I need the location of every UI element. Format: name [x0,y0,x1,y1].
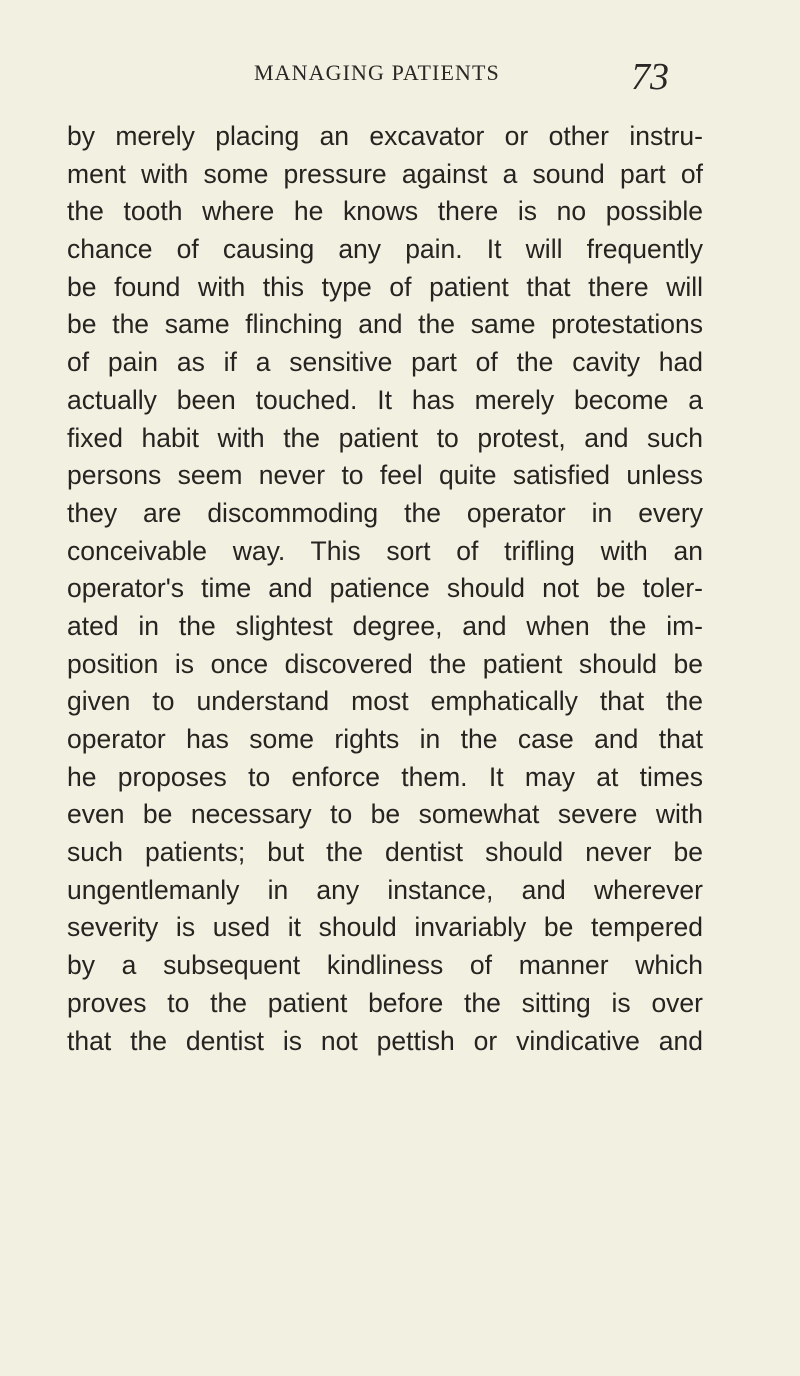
text-line: severity is used it should invariably be tempered [67,912,703,943]
text-line: actually been touched. It has merely become a [67,384,703,415]
body-paragraph [67,118,703,1060]
text-line: given to understand most emphatically that the [67,686,703,717]
text-line: ated in the slightest degree, and when the im- [67,610,703,641]
text-line: proves to the patient before the sitting is over [67,987,703,1018]
text-line: conceivable way. This sort of trifling with an [67,535,703,566]
text-line: even be necessary to be somewhat severe with [67,799,703,830]
text-line: be the same flinching and the same protestations [67,309,703,340]
text-line: they are discommoding the operator in every [67,497,703,528]
running-head: MANAGING PATIENTS [254,60,500,85]
text-line: by merely placing an excavator or other instru- [67,121,703,151]
text-line: operator's time and patience should not be toler- [67,573,703,604]
text-line: be found with this type of patient that there will [67,271,703,302]
text-line: operator has some rights in the case and that [67,724,703,754]
text-line: ungentlemanly in any instance, and wherever [67,874,703,905]
text-line: of pain as if a sensitive part of the cavity had [67,347,703,378]
page-number: 73 [631,56,669,98]
text-line: chance of causing any pain. It will frequently [67,234,703,265]
text-line: that the dentist is not pettish or vindicative and [67,1025,703,1056]
text-line: he proposes to enforce them. It may at times [67,761,703,792]
text-line: ment with some pressure against a sound part of [67,158,703,189]
text-line: by a subsequent kindliness of manner which [67,950,703,981]
text-line: the tooth where he knows there is no possible [67,196,703,227]
text-line: such patients; but the dentist should never be [67,837,703,868]
text-line: fixed habit with the patient to protest, and such [67,422,703,453]
text-line: persons seem never to feel quite satisfied unless [67,460,703,491]
text-line: position is once discovered the patient should be [67,648,703,679]
